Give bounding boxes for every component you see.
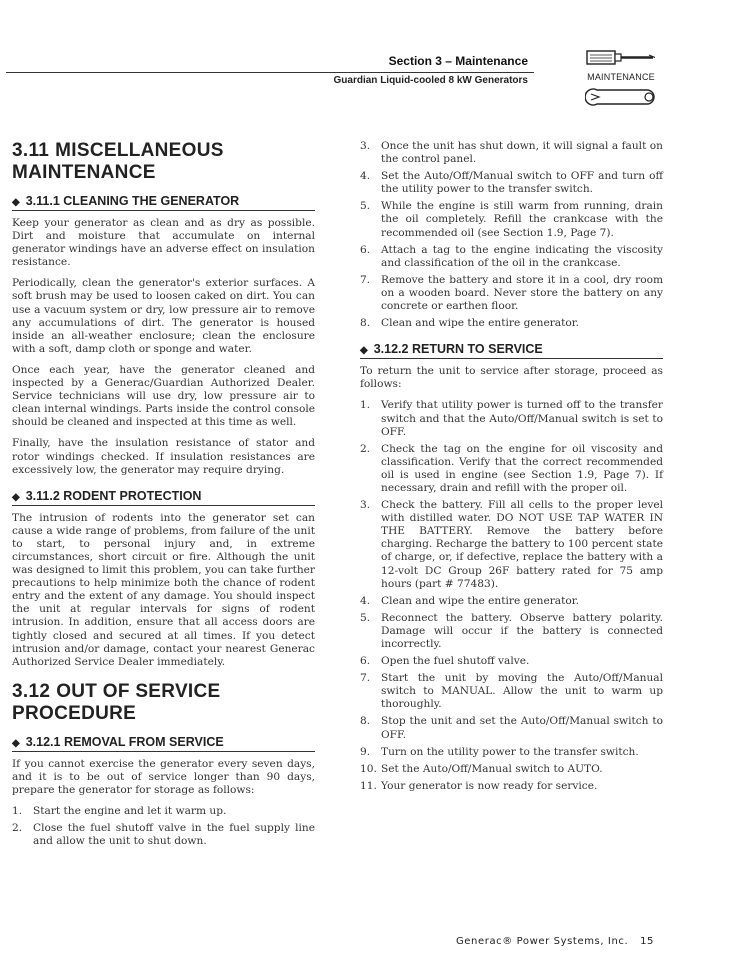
page-footer	[420, 936, 654, 947]
section-3-11-heading	[12, 140, 315, 184]
list-item	[12, 805, 315, 818]
list-number: 8.	[360, 317, 371, 330]
subsection-3-12-1-heading	[12, 735, 315, 752]
list-item	[360, 170, 663, 196]
screwdriver-icon	[585, 46, 657, 70]
list-number: 4.	[360, 594, 371, 607]
list-item	[360, 715, 663, 741]
list-number: 5.	[360, 611, 371, 624]
list-number: 8.	[360, 715, 371, 728]
subsection-number: 3.12.2	[373, 342, 409, 357]
diamond-icon: ◆	[12, 737, 20, 749]
list-item-text: Once the unit has shut down, it will signal a fault on the control panel.	[381, 140, 663, 166]
list-item-text: Check the tag on the engine for oil viscosity and classification. Verify that the correct recommended oil is used in engine (see Section 1.9, Page 7). If necessary, drain and refill with the proper oil.	[381, 442, 663, 494]
list-item	[360, 672, 663, 711]
page-number: 15	[640, 936, 654, 947]
list-item-text: Set the Auto/Off/Manual switch to AUTO.	[381, 762, 603, 775]
header-rule	[6, 72, 534, 73]
diamond-icon: ◆	[360, 345, 368, 357]
paragraph: Once each year, have the generator cleaned and inspected by a Generac/Guardian Authorized Dealer. Service technicians will use dry, low pressure air to clean internal windings. Parts inside the control console should be cleaned and inspected at this time as well.	[12, 363, 315, 429]
list-item	[360, 317, 663, 330]
list-number: 6.	[360, 243, 371, 256]
list-item	[360, 612, 663, 651]
list-item	[360, 200, 663, 239]
list-number: 11.	[360, 779, 377, 792]
list-number: 10.	[360, 762, 377, 775]
list-number: 1.	[360, 399, 371, 412]
list-item	[360, 746, 663, 759]
paragraph: To return the unit to service after storage, proceed as follows:	[360, 365, 663, 391]
list-item-text: Clean and wipe the entire generator.	[381, 594, 580, 607]
header-subtitle: Guardian Liquid-cooled 8 kW Generators	[333, 75, 528, 86]
list-number: 9.	[360, 745, 371, 758]
list-item	[360, 763, 663, 776]
list-item-text: Your generator is now ready for service.	[381, 779, 598, 792]
list-item-text: Turn on the utility power to the transfer switch.	[381, 745, 639, 758]
return-steps-list	[360, 399, 663, 793]
list-item-text: Stop the unit and set the Auto/Off/Manual switch to OFF.	[381, 715, 663, 741]
subsection-title: RETURN TO SERVICE	[411, 342, 543, 357]
list-number: 2.	[12, 822, 23, 835]
list-number: 4.	[360, 170, 371, 183]
paragraph: Periodically, clean the generator's exterior surfaces. A soft brush may be used to loosen caked on dirt. You can use a vacuum system or dry, low pressure air to remove any accumulations of dirt. The generator is housed inside an all-weather enclosure; clean the enclosure with a soft, damp cloth or sponge and water.	[12, 277, 315, 355]
list-item	[360, 655, 663, 668]
paragraph: Finally, have the insulation resistance of stator and rotor windings checked. If insulation resistances are excessively low, the generator may require drying.	[12, 437, 315, 476]
list-item-text: Set the Auto/Off/Manual switch to OFF and turn off the utility power to the transfer switch.	[381, 170, 663, 196]
maintenance-icon-label: MAINTENANCE	[587, 72, 655, 82]
list-item-text: Start the unit by moving the Auto/Off/Manual switch to MANUAL. Allow the unit to warm up thoroughly.	[381, 672, 663, 711]
list-item	[360, 443, 663, 495]
list-item	[360, 274, 663, 313]
right-column	[360, 140, 663, 797]
list-item	[360, 499, 663, 591]
list-item	[360, 244, 663, 270]
section-number: 3.11	[12, 140, 50, 161]
subsection-title: RODENT PROTECTION	[63, 488, 202, 503]
left-column	[12, 140, 315, 852]
list-number: 2.	[360, 442, 371, 455]
subsection-number: 3.11.2	[25, 488, 60, 503]
paragraph: Keep your generator as clean and as dry as possible. Dirt and moisture that accumulate on internal generator windings have an adverse effect on insulation resistance.	[12, 217, 315, 269]
subsection-3-12-2-heading	[360, 342, 663, 359]
section-title: MISCELLANEOUS MAINTENANCE	[12, 140, 224, 183]
list-item	[12, 822, 315, 848]
list-item	[360, 780, 663, 793]
list-number: 3.	[360, 140, 371, 152]
list-item	[360, 399, 663, 438]
list-item-text: Verify that utility power is turned off to the transfer switch and that the Auto/Off/Manual switch is set to OFF.	[381, 399, 663, 438]
diamond-icon: ◆	[12, 491, 20, 503]
list-item-text: Open the fuel shutoff valve.	[381, 655, 530, 668]
list-item-text: Remove the battery and store it in a cool, dry room on a wooden board. Never store the battery on any concrete or earthen floor.	[381, 273, 663, 313]
subsection-title: REMOVAL FROM SERVICE	[63, 734, 224, 749]
section-number: 3.12	[12, 680, 51, 702]
list-number: 7.	[360, 273, 371, 286]
diamond-icon: ◆	[12, 197, 20, 208]
section-title: OUT OF SERVICE PROCEDURE	[12, 680, 221, 724]
removal-steps-list-continued	[360, 140, 663, 330]
list-number: 3.	[360, 499, 371, 512]
wrench-icon	[585, 86, 661, 108]
paragraph: The intrusion of rodents into the generator set can cause a wide range of problems, from failure of the unit to start, to personal injury and, in extreme circumstances, short circuit or fire. Although the unit was designed to limit this problem, you can take further precautions to help minimize both the chance of rodent entry and the extent of any damage. You should inspect the unit at regular intervals for signs of rodent intrusion. In addition, ensure that all access doors are tightly closed and secured at all times. If you detect intrusion and/or damage, contact your nearest Generac Authorized Service Dealer immediately.	[12, 511, 315, 668]
subsection-title: CLEANING THE GENERATOR	[63, 194, 240, 208]
paragraph: If you cannot exercise the generator every seven days, and it is to be out of service longer than 90 days, prepare the generator for storage as follows:	[12, 757, 315, 796]
subsection-3-11-1-heading	[12, 194, 315, 211]
subsection-number: 3.12.1	[25, 734, 61, 749]
list-item-text: Reconnect the battery. Observe battery polarity. Damage will occur if the battery is connected incorrectly.	[381, 611, 663, 650]
removal-steps-list	[12, 805, 315, 848]
section-3-12-heading	[12, 681, 315, 725]
subsection-number: 3.11.1	[25, 194, 60, 208]
list-item-text: Attach a tag to the engine indicating the viscosity and classification of the oil in the crankcase.	[381, 243, 663, 269]
list-item-text: While the engine is still warm from running, drain the oil completely. Refill the crankcase with the recommended oil (see Section 1.9, Page 7).	[381, 200, 663, 239]
list-number: 1.	[12, 805, 23, 818]
list-item	[360, 595, 663, 608]
list-item-text: Close the fuel shutoff valve in the fuel supply line and allow the unit to shut down.	[33, 822, 315, 848]
list-number: 5.	[360, 200, 371, 213]
list-item-text: Clean and wipe the entire generator.	[381, 317, 580, 330]
list-item-text: Start the engine and let it warm up.	[33, 805, 227, 818]
list-number: 7.	[360, 672, 371, 685]
list-item	[360, 140, 663, 166]
subsection-3-11-2-heading	[12, 489, 315, 506]
list-number: 6.	[360, 655, 371, 668]
header-section-title: Section 3 – Maintenance	[388, 54, 528, 68]
footer-company: Generac® Power Systems, Inc.	[455, 936, 629, 947]
list-item-text: Check the battery. Fill all cells to the proper level with distilled water. DO NOT USE TAP WATER IN THE BATTERY. Remove the battery before charging. Recharge the battery to 100 percent state of charge, or, if defective, replace the battery with a 12-volt DC Group 26F battery rated for 75 amp hours (part # 77483).	[381, 499, 663, 590]
